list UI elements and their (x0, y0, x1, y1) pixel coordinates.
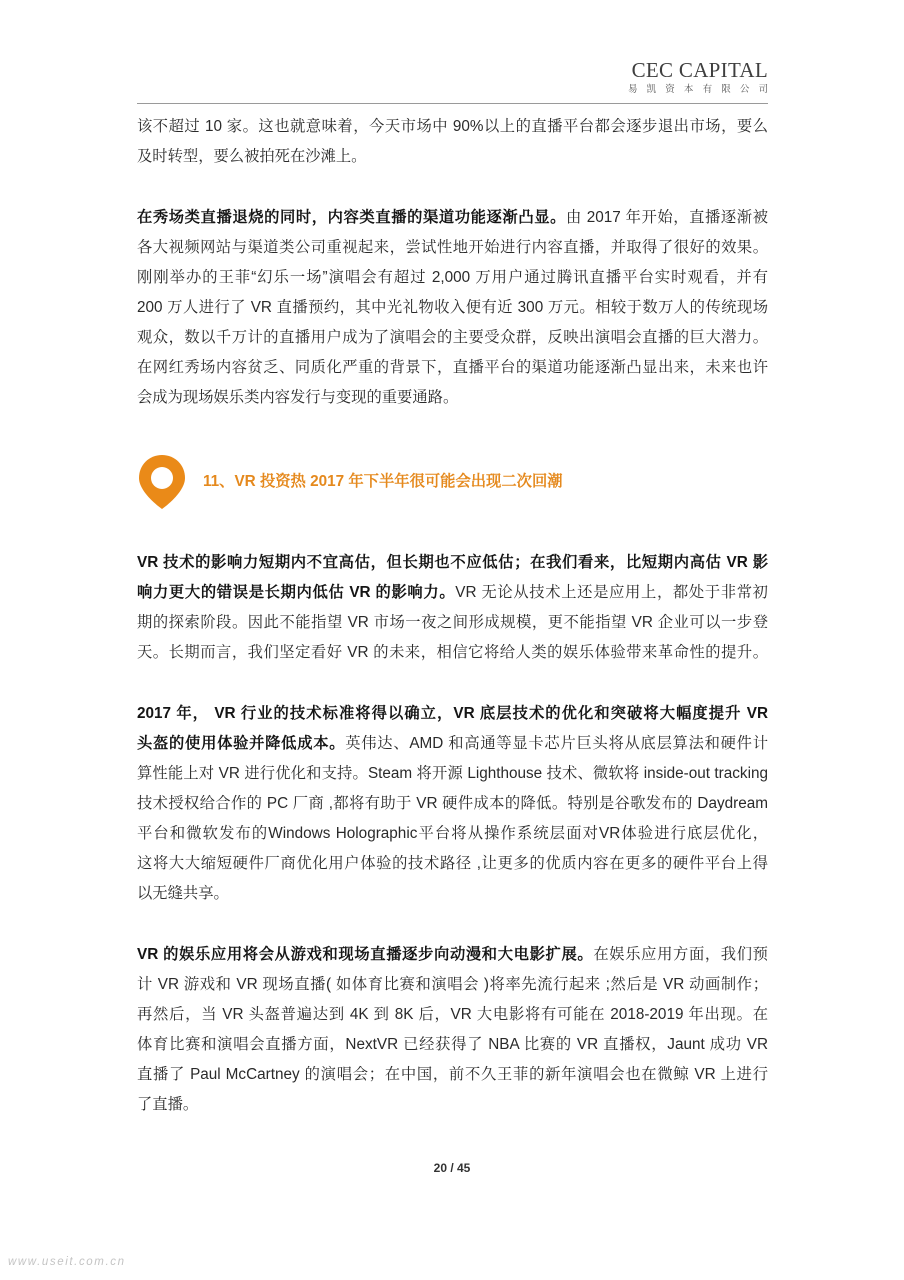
paragraph-line: 计 VR 游戏和 VR 现场直播( 如体育比赛和演唱会 )将率先流行起来 ;然后是 VR 动画制作； (137, 976, 768, 993)
paragraph-line: 各大视频网站与渠道类公司重视起来，尝试性地开始进行内容直播，并取得了很好的效果。 (137, 239, 768, 256)
paragraph-line: 这将大大缩短硬件厂商优化用户体验的技术路径 ,让更多的优质内容在更多的硬件平台上得 (137, 855, 768, 872)
paragraph-4 (137, 699, 768, 909)
brand-chinese-name: 易凯资本有限公司 (628, 84, 768, 95)
bold-lead: VR 的娱乐应用将会从游戏和现场直播逐步向动漫和大电影扩展。 (137, 946, 594, 963)
bold-lead: 2017 年， VR 行业的技术标准将得以确立，VR 底层技术的优化和突破将大幅度提升 VR (137, 705, 768, 722)
bold-lead: VR 技术的影响力短期内不宜高估，但长期也不应低估；在我们看来，比短期内高估 VR 影 (137, 554, 768, 571)
paragraph-line (137, 548, 768, 578)
paragraph-line: 天。长期而言，我们坚定看好 VR 的未来，相信它将给人类的娱乐体验带来革命性的提升。 (137, 644, 768, 661)
paragraph-line: 及时转型，要么被拍死在沙滩上。 (137, 148, 367, 165)
page-number: 20 / 45 (433, 1161, 471, 1175)
section-heading: 11、VR 投资热 2017 年下半年很可能会出现二次回潮 (203, 473, 563, 490)
paragraph-line: 以无缝共享。 (137, 885, 229, 902)
bold-lead: 响力更大的错误是长期内低估 VR 的影响力。 (137, 584, 456, 601)
paragraph-line: 该不超过 10 家。这也就意味着，今天市场中 90%以上的直播平台都会逐步退出市场，要么 (137, 118, 768, 135)
paragraph-line: 算性能上对 VR 进行优化和支持。Steam 将开源 Lighthouse 技术、微软将 inside-out tracking (137, 765, 768, 782)
watermark-text: www.useit.com.cn (8, 1256, 126, 1268)
paragraph-line: 在秀场类直播退烧的同时，内容类直播的渠道功能逐渐凸显。由 2017 年开始，直播逐渐被 (137, 209, 768, 226)
location-pin-icon (136, 453, 188, 511)
paragraph-line: 技术授权给合作的 PC 厂商 ,都将有助于 VR 硬件成本的降低。特别是谷歌发布的 Daydream (137, 795, 768, 812)
paragraph-line: 观众，数以千万计的直播用户成为了演唱会的主要受众群，反映出演唱会直播的巨大潜力。 (137, 329, 768, 346)
paragraph-line: 会成为现场娱乐类内容发行与变现的重要通路。 (137, 389, 459, 406)
paragraph-line: 在网红秀场内容贫乏、同质化严重的背景下，直播平台的渠道功能逐渐凸显出来，未来也许 (137, 359, 768, 376)
paragraph-5 (137, 940, 768, 1120)
paragraph-line: 期的探索阶段。因此不能指望 VR 市场一夜之间形成规模，更不能指望 VR 企业可以一步登 (137, 614, 768, 631)
paragraph-line: 头盔的使用体验并降低成本。英伟达、AMD 和高通等显卡芯片巨头将从底层算法和硬件计 (137, 735, 768, 752)
paragraph-line: 体育比赛和演唱会直播方面，NextVR 已经获得了 NBA 比赛的 VR 直播权，Jaunt 成功 VR (137, 1036, 768, 1053)
bold-lead: 头盔的使用体验并降低成本。 (137, 735, 346, 752)
paragraph-line: 再然后，当 VR 头盔普遍达到 4K 到 8K 后，VR 大电影将有可能在 2018-2019 年出现。在 (137, 1006, 768, 1023)
paragraph-3 (137, 548, 768, 668)
paragraph-line: VR 的娱乐应用将会从游戏和现场直播逐步向动漫和大电影扩展。在娱乐应用方面，我们预 (137, 946, 768, 963)
paragraph-2 (137, 203, 768, 413)
bold-lead: 在秀场类直播退烧的同时，内容类直播的渠道功能逐渐凸显。 (137, 209, 566, 226)
paragraph-line: 200 万人进行了 VR 直播预约，其中光礼物收入便有近 300 万元。相较于数万人的传统现场 (137, 299, 768, 316)
paragraph-line: 平台和微软发布的Windows Holographic平台将从操作系统层面对VR体验进行底层优化， (137, 825, 768, 842)
paragraph-line: 了直播。 (137, 1096, 199, 1113)
paragraph-line: 刚刚举办的王菲“幻乐一场”演唱会有超过 2,000 万用户通过腾讯直播平台实时观看，并有 (137, 269, 768, 286)
brand-logo-text: CEC CAPITAL (631, 58, 768, 82)
header-divider (137, 103, 768, 104)
paragraph-line: 响力更大的错误是长期内低估 VR 的影响力。VR 无论从技术上还是应用上，都处于非常初 (137, 584, 768, 601)
paragraph-line: 直播了 Paul McCartney 的演唱会；在中国，前不久王菲的新年演唱会也在微鲸 VR 上进行 (137, 1066, 768, 1083)
paragraph-line (137, 699, 768, 729)
paragraph-1 (137, 112, 768, 172)
